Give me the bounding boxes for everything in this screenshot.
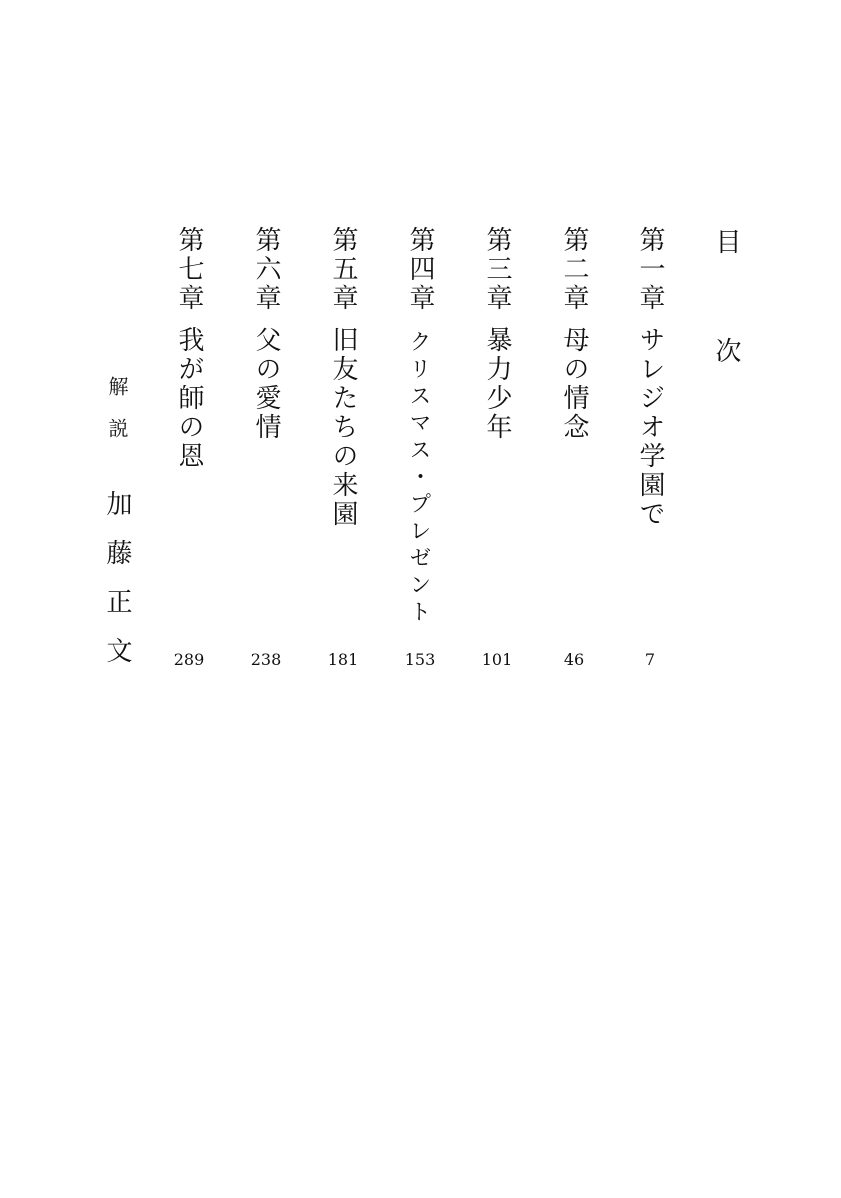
page-number: 101 xyxy=(481,650,513,669)
toc-entry-chapter-1[interactable] xyxy=(633,226,667,696)
chapter-title: サレジオ学園で xyxy=(635,326,665,529)
chapter-number: 第三章 xyxy=(482,226,512,313)
toc-entry-chapter-2[interactable] xyxy=(557,226,591,696)
toc-heading-char-2: 次 xyxy=(711,337,741,366)
chapter-number: 第四章 xyxy=(405,226,435,313)
toc-entry-chapter-5[interactable] xyxy=(326,226,360,696)
page-number: 153 xyxy=(404,650,436,669)
commentary-label: 解説 xyxy=(105,376,129,460)
chapter-title: 旧友たちの来園 xyxy=(328,326,358,529)
chapter-title: 父の愛情 xyxy=(251,326,281,442)
chapter-number: 第二章 xyxy=(559,226,589,313)
chapter-title: 母の情念 xyxy=(559,326,589,442)
toc-entry-chapter-3[interactable] xyxy=(480,226,514,696)
commentary-author: 加藤正文 xyxy=(102,490,132,686)
page-number: 289 xyxy=(173,650,205,669)
chapter-number: 第五章 xyxy=(328,226,358,313)
toc-heading xyxy=(709,228,743,366)
page-number: 46 xyxy=(563,650,585,669)
chapter-number: 第一章 xyxy=(635,226,665,313)
page-number: 238 xyxy=(250,650,282,669)
toc-entry-chapter-6[interactable] xyxy=(249,226,283,696)
chapter-title: 暴力少年 xyxy=(482,326,512,442)
page-number: 7 xyxy=(644,650,656,669)
chapter-title: 我が師の恩 xyxy=(174,326,204,471)
chapter-number: 第七章 xyxy=(174,226,204,313)
chapter-title: クリスマス・プレゼント xyxy=(406,330,431,627)
toc-heading-char-1: 目 xyxy=(711,228,741,257)
toc-entry-chapter-7[interactable] xyxy=(172,226,206,696)
toc-entry-chapter-4[interactable] xyxy=(403,226,437,696)
page-number: 181 xyxy=(327,650,359,669)
toc-entry-commentary[interactable] xyxy=(101,376,131,696)
chapter-number: 第六章 xyxy=(251,226,281,313)
